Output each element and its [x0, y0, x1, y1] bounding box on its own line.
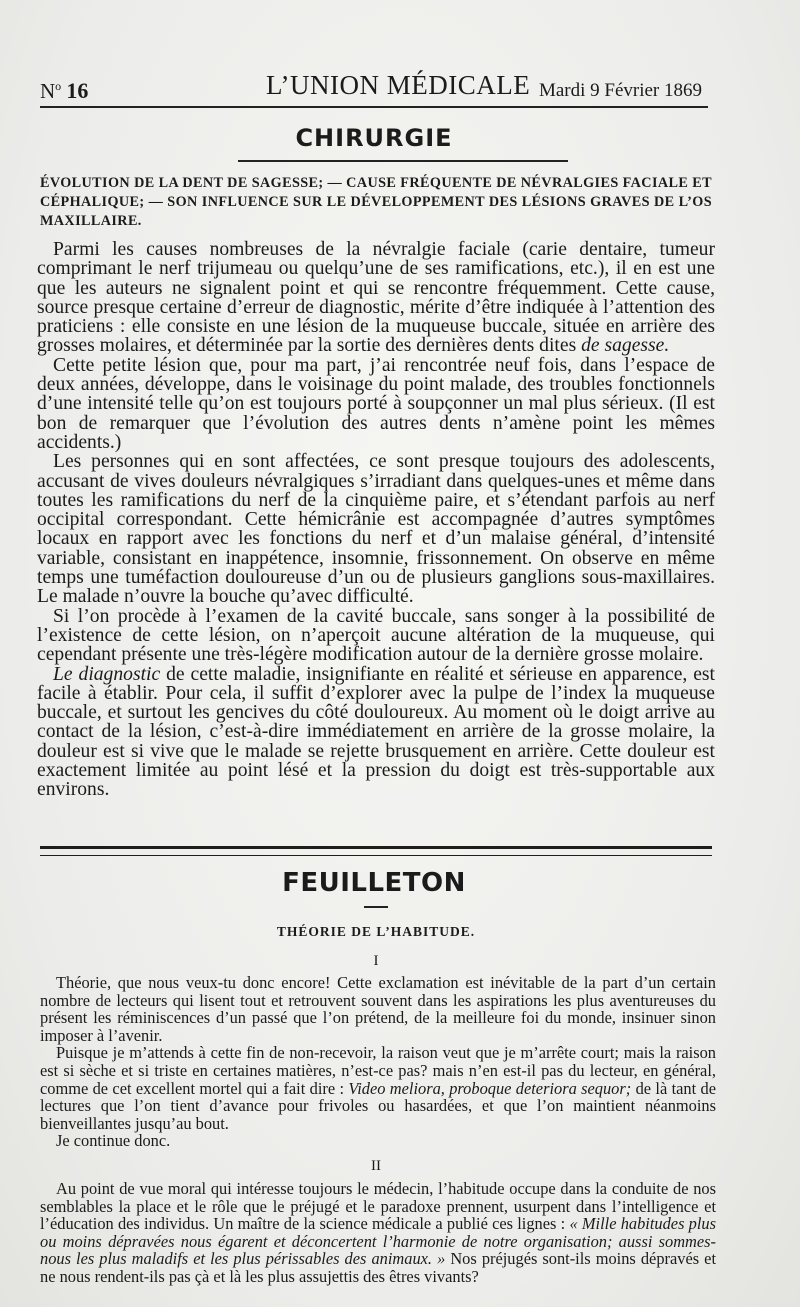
- heading-rule: [238, 160, 568, 162]
- journal-title: L’UNION MÉDICALE: [266, 70, 531, 100]
- paragraph: [40, 1044, 716, 1132]
- section-divider: [40, 846, 712, 856]
- paragraph-italic: « Mille habitudes plus ou moins dépravées nous égarent et déconcertent l’harmonie de notre organisation; aussi sommes-nous les plus maladifs et les plus périssables des animaux. »: [40, 1214, 717, 1269]
- part-number: I: [373, 953, 379, 969]
- paragraph-italic: Video meliora, proboque deteriora sequor;: [348, 1078, 632, 1098]
- paragraph: [37, 240, 715, 356]
- section-heading-feuilleton: FEUILLETON: [282, 868, 466, 898]
- issue-prefix: N: [40, 79, 56, 103]
- paragraph-text: Au point de vue moral qui intéresse toujours le médecin, l’habitude occupe dans la conduite de nos semblables la place et le rôle que le préjugé et le paradoxe prennent, usurpent dans l’intelligence et l’éducation des individus. Un maître de la science médicale a publié ces lignes :: [40, 1179, 716, 1234]
- section-heading-chirurgie: CHIRURGIE: [295, 124, 453, 152]
- paragraph-italic: de sagesse.: [581, 335, 670, 357]
- paragraph-text: de là tant de lectures que l’on tient d’avance pour frivoles ou hasardées, et que l’on maintient néanmoins bienveillantes jusqu’au bout.: [40, 1078, 716, 1133]
- article-subtitle: ÉVOLUTION DE LA DENT DE SAGESSE; — CAUSE FRÉQUENTE DE NÉVRALGIES FACIALE ET CÉPHALIQUE; — SON INFLUENCE SUR LE DÉVELOPPEMENT DES LÉSIONS GRAVES DE L’OS MAXILLAIRE.: [40, 175, 712, 229]
- paragraph: Je continue donc.: [56, 1131, 171, 1151]
- feuilleton-body-part1: [40, 974, 716, 1150]
- article-body: [37, 240, 715, 800]
- paragraph: Cette petite lésion que, pour ma part, j’ai rencontrée neuf fois, dans l’espace de deux années, développe, dans le voisinage du point malade, des troubles fonctionnels d’une intensité telle qu’on est toujours porté à soupçonner un mal plus sérieux. (Il est bon de remarquer que l’évolution des autres dents n’amène point les mêmes accidents.): [37, 354, 715, 453]
- feuilleton-body-part2: [40, 1180, 716, 1286]
- paragraph: Si l’on procède à l’examen de la cavité buccale, sans songer à la possibilité de l’existence de cette lésion, on n’aperçoit aucune altération de la muqueuse, qui cependant présente une très-légère modification autour de la dernière grosse molaire.: [37, 605, 715, 666]
- issue-number: [40, 78, 88, 104]
- masthead-rule: [40, 106, 708, 108]
- paragraph-text: Puisque je m’attends à cette fin de non-recevoir, la raison veut que je m’arrête court; mais la raison est si sèche et si triste en certaines matières, n’est-ce pas? mais n’en est-il pas du lecteur, en général, comme de cet excellent mortel qui a fait dire :: [40, 1043, 716, 1098]
- masthead: [40, 66, 708, 106]
- feuilleton-title: THÉORIE DE L’HABITUDE.: [276, 924, 476, 939]
- paragraph: [40, 1180, 716, 1286]
- issue-date: Mardi 9 Février 1869: [538, 80, 702, 101]
- issue-sup: o: [55, 79, 62, 93]
- paragraph-text: de cette maladie, insignifiante en réalité et sérieuse en apparence, est facile à établir. Pour cela, il suffit d’explorer avec la pulpe de l’index la muqueuse buccale, et surtout les gencives du côté douloureux. Au moment où le doigt arrive au contact de la lésion, c’est-à-dire immédiatement en arrière de la grosse molaire, la douleur est si vive que le malade se rejette brusquement en arrière. Cette douleur est exactement limitée au point lésé et la pression du doigt est très-supportable aux environs.: [37, 663, 715, 801]
- paragraph-italic: Le diagnostic: [53, 663, 161, 685]
- paragraph-text: Parmi les causes nombreuses de la névralgie faciale (carie dentaire, tumeur comprimant le nerf trijumeau ou quelqu’une de ses ramifications, etc.), il en est une que les auteurs ne signalent point et qui se rencontre fréquemment. Cette cause, source presque certaine d’erreur de diagnostic, mérite d’être indiquée à l’attention des praticiens : elle consiste en une lésion de la muqueuse buccale, située en arrière des grosses molaires, et déterminée par la sortie des dernières dents dites: [37, 239, 715, 357]
- paragraph-text: Nos préjugés sont-ils moins dépravés et ne nous rendent-ils pas çà et là les plus assujettis des êtres vivants?: [40, 1249, 716, 1286]
- part-number: II: [371, 1158, 381, 1174]
- paragraph: Les personnes qui en sont affectées, ce sont presque toujours des adolescents, accusant de vives douleurs névralgiques s’irradiant dans quelques-unes et même dans toutes les ramifications du nerf de la cinquième paire, et s’étendant parfois au nerf occipital correspondant. Cette hémicrânie est accompagnée d’autres symptômes locaux en rapport avec les fonctions du nerf et d’un malaise général, d’intensité variable, consistant en inappétence, insomnie, frissonnement. On observe en même temps une tuméfaction douloureuse d’un ou de plusieurs ganglions sous-maxillaires. Le malade n’ouvre la bouche qu’avec difficulté.: [37, 451, 715, 608]
- issue-value: 16: [66, 78, 89, 103]
- paragraph: Théorie, que nous veux-tu donc encore! Cette exclamation est inévitable de la part d’un certain nombre de lecteurs qui lisent tout et retrouvent souvent dans les aspirations les plus aventureuses du présent les réminiscences d’un passé que l’on prétend, de la meilleure foi du monde, insinuer sinon imposer à l’avenir.: [40, 973, 716, 1045]
- heading-rule: [364, 906, 388, 908]
- paragraph: [37, 665, 715, 800]
